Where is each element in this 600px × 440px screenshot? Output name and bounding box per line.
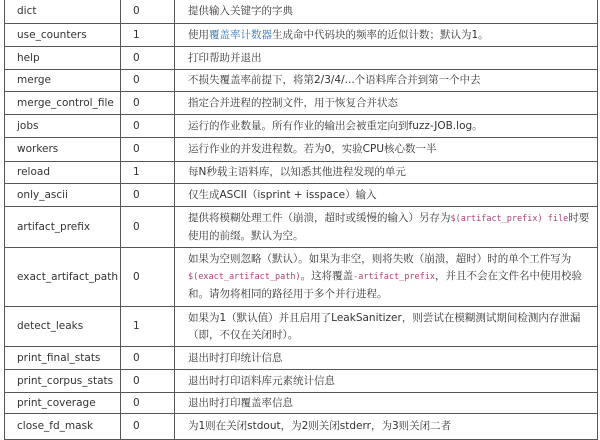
option-default: 0 [121,370,175,393]
option-description: 生成命中代码块的频率的近似计数；默认为1。 [272,28,489,41]
inline-code: $(artifact_prefix) file [450,213,569,224]
option-description: 每N秒载主语料库，以知悉其他进程发现的单元 [188,166,406,178]
option-description: 为1则在关闭stdout，为2则关闭stderr，为3则关闭二者 [188,420,452,432]
option-default: 0 [121,414,175,440]
option-description-cell [175,393,598,414]
option-description-cell [175,414,598,440]
option-default: 0 [121,184,175,207]
table-row [5,115,598,138]
inline-code: -artifact_prefix [353,272,435,282]
option-description: 如果为1（默认值）并且启用了LeakSanitizer，则尝试在模糊测试期间检测内存泄漏（即，不仅在关闭时）。 [188,311,581,341]
option-name: close_fd_mask [5,414,121,440]
option-default: 0 [121,248,175,307]
option-description: 提供将模糊处理工件（崩溃，超时或缓慢的输入）另存为 [188,211,451,224]
option-description-cell [175,207,598,248]
option-name: jobs [5,115,121,138]
option-description: 仅生成ASCII（isprint + isspace）输入 [188,188,377,201]
table-row [5,307,598,347]
option-name: print_coverage [5,393,121,414]
option-name: artifact_prefix [5,207,121,248]
option-name: print_final_stats [5,347,121,370]
option-description-cell [175,24,598,47]
option-default: 0 [121,138,175,162]
table-row [5,347,598,370]
option-description-cell [175,370,598,393]
option-default: 1 [121,307,175,347]
option-description: 如果为空则忽略（默认）。如果为非空，则将失败（崩溃，超时）时的单个工件写为 [188,253,572,265]
table-row [5,393,598,414]
option-description: 退出时打印语料库元素统计信息 [188,374,335,387]
option-description: 运行的作业数量。所有作业的输出会被重定向到fuzz-JOB.log。 [188,119,483,132]
table-row [5,184,598,207]
option-name: print_corpus_stats [5,370,121,393]
option-description: 。这将覆盖 [300,270,354,282]
option-description: 使用 [188,28,209,41]
option-name: merge_control_file [5,92,121,115]
option-name: use_counters [5,24,121,47]
option-name: exact_artifact_path [5,248,121,307]
option-default: 0 [121,207,175,248]
table-row [5,248,598,307]
option-description-cell [175,248,598,307]
table-row [5,47,598,70]
option-description-cell [175,92,598,115]
option-description-cell [175,115,598,138]
option-description: 退出时打印统计信息 [188,351,283,364]
option-name: help [5,47,121,70]
option-description: 时要使用的前缀。默认为空。 [188,211,590,242]
option-default: 0 [121,70,175,92]
table-row [5,370,598,393]
table-row [5,162,598,184]
option-description: 不损失覆盖率前提下，将第2/3/4/...个语料库合并到第一个中去 [188,74,481,86]
option-name: dict [5,0,121,24]
option-default: 0 [121,393,175,414]
option-description-cell [175,138,598,162]
table-row [5,70,598,92]
table-row [5,414,598,440]
option-description-cell [175,0,598,24]
option-description-cell [175,184,598,207]
option-default: 0 [121,0,175,24]
option-description-cell [175,347,598,370]
options-table [4,0,598,440]
table-row [5,138,598,162]
option-name: only_ascii [5,184,121,207]
option-description: 退出时打印覆盖率信息 [188,396,293,409]
option-default: 0 [121,92,175,115]
option-description: 打印帮助并退出 [188,51,262,64]
option-name: merge [5,70,121,92]
option-default: 0 [121,347,175,370]
option-description: ，并且不会在文件名中使用校验和。请勿将相同的路径用于多个并行进程。 [188,270,582,300]
inline-code: $(exact_artifact_path) [188,272,301,282]
option-name: workers [5,138,121,162]
option-name: detect_leaks [5,307,121,347]
option-description-cell [175,70,598,92]
table-row [5,24,598,47]
table-row [5,92,598,115]
table-row [5,207,598,248]
coverage-counters-link[interactable]: 覆盖率计数器 [209,28,272,41]
option-description-cell [175,47,598,70]
option-default: 0 [121,115,175,138]
option-default: 0 [121,47,175,70]
option-description: 指定合并进程的控制文件，用于恢复合并状态 [188,96,398,109]
table-row [5,0,598,24]
option-description-cell [175,162,598,184]
option-description-cell [175,307,598,347]
option-default: 1 [121,162,175,184]
option-description: 运行作业的并发进程数。若为0，实验CPU核心数一半 [188,143,437,155]
option-description: 提供输入关键字的字典 [188,5,293,17]
option-name: reload [5,162,121,184]
option-default: 1 [121,24,175,47]
